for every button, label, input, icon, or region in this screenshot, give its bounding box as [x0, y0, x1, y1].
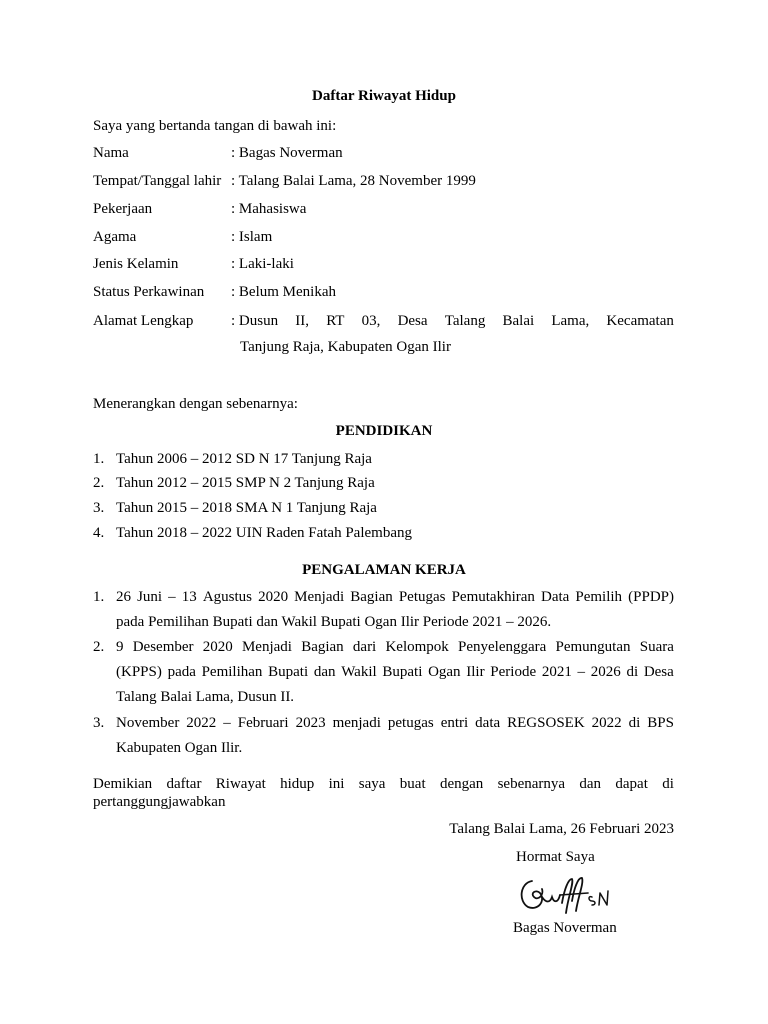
text-word: Periode [490, 664, 537, 680]
text-word: di [628, 715, 641, 731]
text-word: pada [167, 664, 196, 680]
text-word: (PPDP) [628, 589, 674, 605]
text-word: saya [358, 776, 386, 792]
text-word: dan [313, 664, 336, 680]
text-word: 2022 [591, 715, 622, 731]
text-word: daftar [166, 776, 202, 792]
field-value-status: : Belum Menikah [231, 284, 336, 300]
education-item-text: Tahun 2015 – 2018 SMA N 1 Tanjung Raja [116, 500, 377, 516]
text-word: Data [540, 589, 570, 605]
text-word: Demikian [93, 776, 153, 792]
text-word: November [116, 715, 180, 731]
field-value-alamat-line2: Tanjung Raja, Kabupaten Ogan Ilir [240, 339, 451, 355]
field-value-jenis-kelamin: : Laki-laki [231, 256, 294, 272]
text-word: 9 [116, 639, 124, 655]
address-word: Balai [502, 313, 535, 329]
address-word: Talang [444, 313, 486, 329]
experience-item1-line1 [116, 588, 674, 606]
address-word: RT [326, 313, 345, 329]
experience-item2-line3: Talang Balai Lama, Dusun II. [116, 689, 295, 705]
text-word: Petugas [398, 589, 446, 605]
text-word: (KPPS) [116, 664, 162, 680]
field-value-alamat-line1 [231, 312, 674, 330]
experience-item-number: 3. [93, 715, 105, 731]
text-word: Pemilih [575, 589, 623, 605]
text-word: entri [440, 715, 469, 731]
text-word: – [577, 664, 586, 680]
text-word: Wakil [341, 664, 377, 680]
text-word: dan [579, 776, 602, 792]
text-word: Menjadi [241, 639, 292, 655]
text-word: dari [352, 639, 377, 655]
text-word: Ilir [466, 664, 485, 680]
education-item-text: Tahun 2012 – 2015 SMP N 2 Tanjung Raja [116, 475, 375, 491]
closing-line1 [93, 775, 674, 793]
field-label-ttl: Tempat/Tanggal lahir [93, 173, 222, 189]
document-title: Daftar Riwayat Hidup [312, 88, 456, 104]
text-word: Pemutakhiran [451, 589, 535, 605]
field-label-pekerjaan: Pekerjaan [93, 201, 153, 217]
field-label-status: Status Perkawinan [93, 284, 205, 300]
education-item-number: 1. [93, 451, 105, 467]
address-word: II, [295, 313, 310, 329]
closing-line2: pertanggungjawabkan [93, 794, 226, 810]
text-word: dengan [439, 776, 484, 792]
text-word: hidup [280, 776, 315, 792]
text-word: ini [328, 776, 345, 792]
text-word: 13 [181, 589, 197, 605]
experience-item3-line1 [116, 714, 674, 732]
text-word: dapat [615, 776, 648, 792]
experience-heading: PENGALAMAN KERJA [302, 562, 466, 578]
intro-text: Saya yang bertanda tangan di bawah ini: [93, 118, 337, 134]
text-word: Riwayat [215, 776, 266, 792]
education-heading: PENDIDIKAN [335, 423, 433, 439]
field-value-pekerjaan: : Mahasiswa [231, 201, 307, 217]
field-label-alamat: Alamat Lengkap [93, 313, 194, 329]
text-word: Bagian [301, 639, 344, 655]
text-word: Kelompok [385, 639, 449, 655]
text-word: – [223, 715, 231, 731]
address-word: Desa [397, 313, 428, 329]
text-word: menjadi [332, 715, 381, 731]
experience-item-number: 2. [93, 639, 105, 655]
text-word: 2023 [295, 715, 326, 731]
text-word: – [168, 589, 176, 605]
text-word: Ogan [428, 664, 461, 680]
address-word: Kecamatan [606, 313, 674, 329]
text-word: Suara [639, 639, 674, 655]
text-word: di [626, 664, 639, 680]
education-item-number: 2. [93, 475, 105, 491]
text-word: Bagian [350, 589, 393, 605]
text-word: Menjadi [294, 589, 345, 605]
text-word: Bupati [382, 664, 423, 680]
statement-text: Menerangkan dengan sebenarnya: [93, 396, 298, 412]
place-date: Talang Balai Lama, 26 Februari 2023 [449, 821, 674, 837]
education-item-text: Tahun 2018 – 2022 UIN Raden Fatah Palembang [116, 525, 412, 541]
experience-item2-line1 [116, 638, 674, 656]
signature-image [512, 873, 622, 917]
text-word: Desember [132, 639, 194, 655]
text-word: petugas [387, 715, 434, 731]
text-word: Agustus [202, 589, 253, 605]
address-word: Lama, [551, 313, 590, 329]
education-item-number: 4. [93, 525, 105, 541]
experience-item-number: 1. [93, 589, 105, 605]
field-label-agama: Agama [93, 229, 137, 245]
text-word: 2020 [258, 589, 289, 605]
text-word: BPS [647, 715, 674, 731]
text-word: Pemilihan [201, 664, 263, 680]
education-item-text: Tahun 2006 – 2012 SD N 17 Tanjung Raja [116, 451, 372, 467]
text-word: Bupati [268, 664, 309, 680]
text-word: REGSOSEK [507, 715, 585, 731]
field-value-nama: : Bagas Noverman [231, 145, 343, 161]
education-item-number: 3. [93, 500, 105, 516]
experience-item3-line2: Kabupaten Ogan Ilir. [116, 740, 243, 756]
field-label-jenis-kelamin: Jenis Kelamin [93, 256, 179, 272]
text-word: 2026 [590, 664, 621, 680]
text-word: Penyelenggara [458, 639, 547, 655]
experience-item2-line2 [116, 663, 674, 681]
address-word: 03, [361, 313, 381, 329]
field-label-nama: Nama [93, 145, 129, 161]
field-value-agama: : Islam [231, 229, 273, 245]
text-word: buat [399, 776, 426, 792]
closing-regards: Hormat Saya [516, 849, 595, 865]
text-word: 26 [116, 589, 131, 605]
text-word: data [475, 715, 501, 731]
text-word: Juni [137, 589, 163, 605]
field-value-ttl: : Talang Balai Lama, 28 November 1999 [231, 173, 476, 189]
text-word: Februari [237, 715, 289, 731]
address-word: : Dusun [231, 313, 279, 329]
signer-name: Bagas Noverman [513, 920, 617, 936]
text-word: 2020 [202, 639, 233, 655]
text-word: Desa [643, 664, 674, 680]
text-word: 2022 [186, 715, 217, 731]
text-word: sebenarnya [497, 776, 566, 792]
text-word: Pemungutan [555, 639, 631, 655]
experience-item1-line2: pada Pemilihan Bupati dan Wakil Bupati Ogan Ilir Periode 2021 – 2026. [116, 614, 552, 630]
text-word: di [662, 776, 674, 792]
text-word: 2021 [541, 664, 572, 680]
